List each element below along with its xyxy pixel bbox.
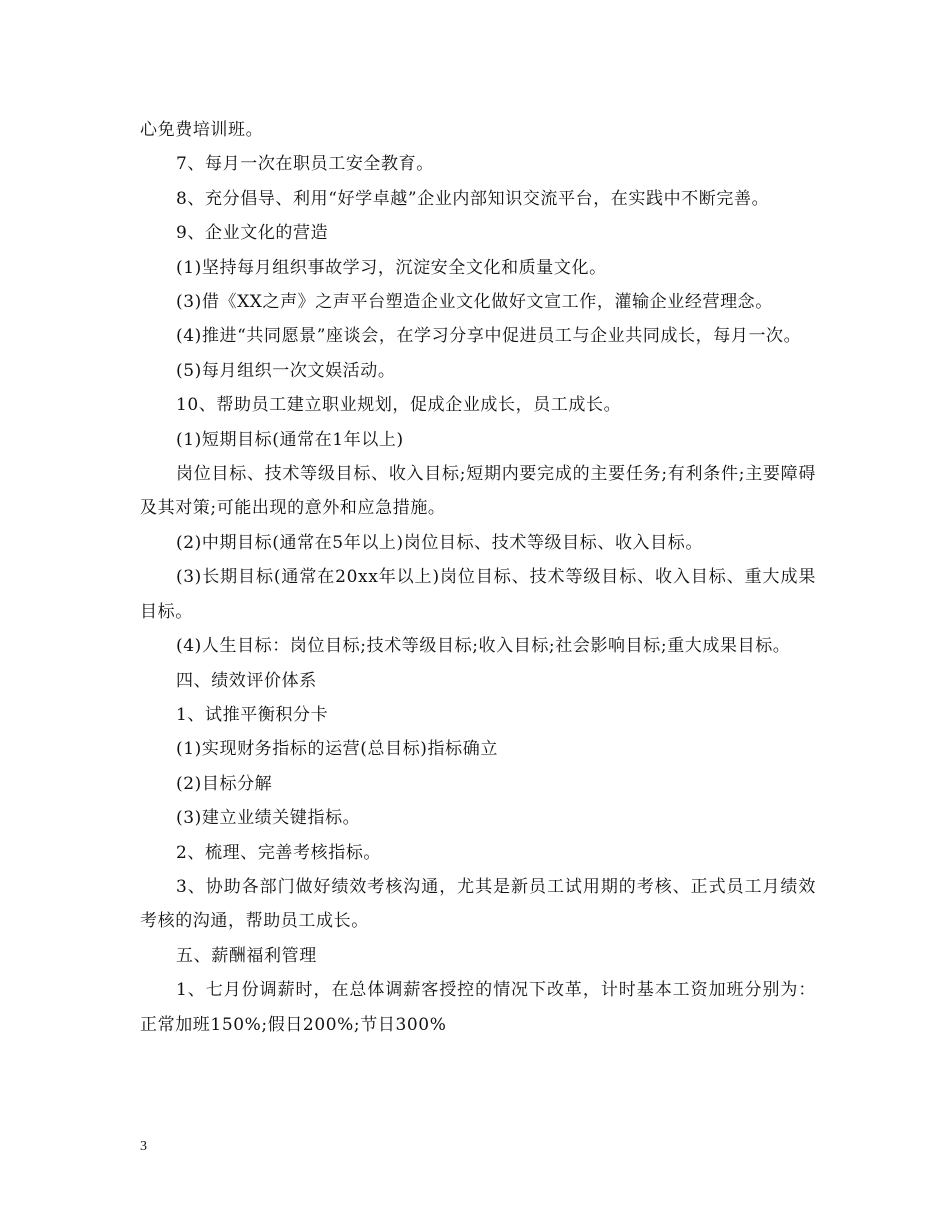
paragraph: (1)坚持每月组织事故学习，沉淀安全文化和质量文化。 <box>176 257 607 278</box>
document-body <box>140 113 816 1042</box>
paragraph: (3)借《XX之声》之声平台塑造企业文化做好文宣工作，灌输企业经营理念。 <box>176 292 773 313</box>
section-heading: 四、绩效评价体系 <box>176 670 317 691</box>
paragraph: (1)短期目标(通常在1年以上) <box>176 429 404 450</box>
paragraph: (4)人生目标：岗位目标;技术等级目标;收入目标;社会影响目标;重大成果目标。 <box>176 636 791 657</box>
section-heading: 五、薪酬福利管理 <box>176 945 317 966</box>
section-heading: 9、企业文化的营造 <box>176 223 329 244</box>
paragraph: (2)中期目标(通常在5年以上)岗位目标、技术等级目标、收入目标。 <box>176 532 703 553</box>
paragraph: 2、梳理、完善考核指标。 <box>176 842 382 863</box>
page-number: 3 <box>140 1139 147 1154</box>
paragraph: 岗位目标、技术等级目标、收入目标;短期内要完成的主要任务;有利条件;主要障碍及其对策;可能出现的意外和应急措施。 <box>140 464 816 519</box>
paragraph: 3、协助各部门做好绩效考核沟通，尤其是新员工试用期的考核、正式员工月绩效考核的沟通，帮助员工成长。 <box>140 876 816 932</box>
paragraph: 心免费培训班。 <box>140 120 264 140</box>
paragraph: (5)每月组织一次文娱活动。 <box>176 360 396 381</box>
paragraph: 7、每月一次在职员工安全教育。 <box>176 154 434 175</box>
paragraph: (3)建立业绩关键指标。 <box>176 808 361 829</box>
paragraph: (2)目标分解 <box>176 773 273 794</box>
paragraph: (1)实现财务指标的运营(总目标)指标确立 <box>176 739 498 760</box>
section-heading: 10、帮助员工建立职业规划，促成企业成长，员工成长。 <box>176 395 622 416</box>
paragraph: (3)长期目标(通常在20xx年以上)岗位目标、技术等级目标、收入目标、重大成果目标。 <box>140 567 816 622</box>
paragraph: 1、试推平衡积分卡 <box>176 704 329 725</box>
paragraph: 1、七月份调薪时，在总体调薪客授控的情况下改革，计时基本工资加班分别为：正常加班150%;假日200%;节日300% <box>140 980 816 1035</box>
paragraph: (4)推进“共同愿景”座谈会，在学习分享中促进员工与企业共同成长，每月一次。 <box>176 326 802 347</box>
paragraph: 8、充分倡导、利用“好学卓越”企业内部知识交流平台，在实践中不断完善。 <box>176 188 770 209</box>
